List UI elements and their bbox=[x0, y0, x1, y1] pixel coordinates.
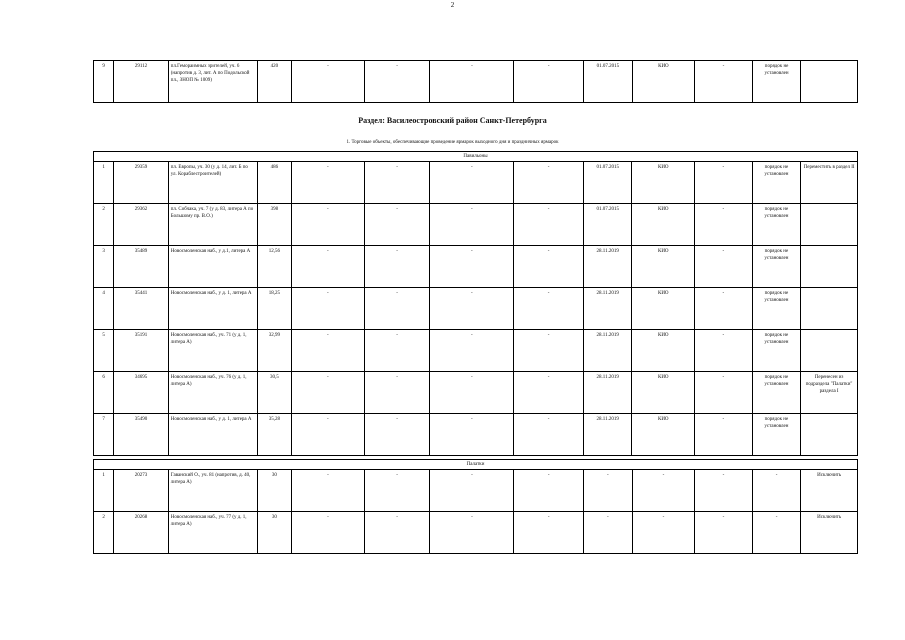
table-cell: КИО bbox=[632, 372, 695, 414]
table-cell: - bbox=[430, 204, 514, 246]
table-cell: Новосмоленская наб., у д. 1, литера А bbox=[168, 414, 257, 456]
table-cell: - bbox=[430, 246, 514, 288]
group-label: Павильоны bbox=[94, 152, 858, 162]
page-number: 2 bbox=[450, 1, 455, 9]
table-cell: - bbox=[292, 61, 365, 103]
table-cell: - bbox=[430, 162, 514, 204]
table-cell: 28.11.2019 bbox=[583, 414, 631, 456]
table-cell: - bbox=[752, 470, 801, 512]
table-cell: - bbox=[584, 470, 633, 512]
table-cell: - bbox=[292, 512, 365, 554]
table-cell: 1 bbox=[94, 162, 114, 204]
table-cell: 32,99 bbox=[257, 330, 291, 372]
table-cell: - bbox=[514, 61, 584, 103]
table-cell: 01.07.2015 bbox=[583, 162, 631, 204]
table-cell: 486 bbox=[257, 162, 291, 204]
table-row bbox=[94, 470, 858, 512]
table-cell: Переместить в раздел II bbox=[801, 162, 858, 204]
table-cell: - bbox=[695, 372, 753, 414]
table-cell: 28.11.2019 bbox=[583, 330, 631, 372]
table-cell: - bbox=[364, 414, 430, 456]
table-cell: 29359 bbox=[114, 162, 169, 204]
table-cell: - bbox=[364, 470, 430, 512]
table-cell: Новосмоленская наб., у д. 1, литера А bbox=[168, 288, 257, 330]
group-header-row bbox=[94, 152, 858, 162]
table-cell: КИО bbox=[632, 414, 695, 456]
table-cell: 7 bbox=[94, 414, 114, 456]
table-cell: - bbox=[514, 372, 584, 414]
table-cell: - bbox=[364, 372, 430, 414]
pavilions-table bbox=[93, 151, 858, 456]
table-cell: Исключить bbox=[801, 512, 858, 554]
table-cell: 12,56 bbox=[257, 246, 291, 288]
table-cell: порядок не установлен bbox=[752, 330, 800, 372]
table-cell: 1 bbox=[94, 470, 114, 512]
table-cell: Новосмоленская наб., у д.1, литера А bbox=[168, 246, 257, 288]
table-cell: пл.Гемораимных зрителей, уч. 6 (напротив д. 3, лит. А по Подольской пл., ЗНОП № 1009) bbox=[168, 61, 257, 103]
table-cell: 35,28 bbox=[257, 414, 291, 456]
table-cell: - bbox=[430, 470, 514, 512]
group-header-row bbox=[94, 460, 858, 470]
table-cell: - bbox=[695, 470, 753, 512]
table-cell bbox=[801, 204, 858, 246]
table-cell: - bbox=[364, 330, 430, 372]
table-cell: - bbox=[514, 162, 584, 204]
table-cell: - bbox=[292, 288, 365, 330]
table-cell: 4 bbox=[94, 288, 114, 330]
table-cell: - bbox=[514, 246, 584, 288]
table-cell: - bbox=[364, 204, 430, 246]
table-cell: 34695 bbox=[114, 372, 169, 414]
table-cell: КИО bbox=[632, 162, 695, 204]
table-cell: - bbox=[695, 414, 753, 456]
table-cell: - bbox=[632, 512, 695, 554]
table-cell: - bbox=[430, 61, 514, 103]
table-cell: порядок не установлен bbox=[752, 246, 800, 288]
table-cell: - bbox=[514, 414, 584, 456]
table-cell: 420 bbox=[257, 61, 291, 103]
table-cell bbox=[801, 330, 858, 372]
table-cell: - bbox=[514, 330, 584, 372]
table-cell: - bbox=[430, 414, 514, 456]
table-cell: - bbox=[430, 330, 514, 372]
table-cell: 20268 bbox=[114, 512, 169, 554]
table-cell: КИО bbox=[632, 288, 695, 330]
table-cell: 35489 bbox=[114, 246, 169, 288]
table-cell: 30,5 bbox=[257, 372, 291, 414]
table-cell: Исключить bbox=[801, 470, 858, 512]
table-cell: - bbox=[292, 372, 365, 414]
table-cell: КИО bbox=[632, 61, 695, 103]
table-cell: порядок не установлен bbox=[752, 288, 800, 330]
table-cell: 3 bbox=[94, 246, 114, 288]
table-cell: - bbox=[584, 512, 633, 554]
table-cell: Новосмоленская наб., уч. 77 (у д. 1, литера А) bbox=[168, 512, 257, 554]
sub-caption: 1. Торговые объекты, обеспечивающие проведение ярмарок выходного дня и праздничных ярмарок bbox=[346, 140, 559, 145]
table-cell: 398 bbox=[257, 204, 291, 246]
table-cell: 5 bbox=[94, 330, 114, 372]
table-cell bbox=[801, 288, 858, 330]
table-cell: - bbox=[514, 204, 584, 246]
table-cell: 29362 bbox=[114, 204, 169, 246]
table-cell: пл. Европы, уч. 30 (у д. 14, лит. Б по ул. Кораблестроителей) bbox=[168, 162, 257, 204]
table-cell: пл. Собчака, уч. 7 (у д. 83, литера А по Большому пр. В.О.) bbox=[168, 204, 257, 246]
table-cell: - bbox=[430, 288, 514, 330]
table-cell: - bbox=[292, 162, 365, 204]
table-row bbox=[94, 414, 858, 456]
table-cell: - bbox=[364, 512, 430, 554]
table-cell: - bbox=[695, 288, 753, 330]
table-cell: порядок не установлен bbox=[752, 204, 800, 246]
table-cell: 28.11.2019 bbox=[583, 372, 631, 414]
table-cell: 20273 bbox=[114, 470, 169, 512]
table-cell: - bbox=[632, 470, 695, 512]
table-row bbox=[94, 162, 858, 204]
table-cell: - bbox=[292, 330, 365, 372]
table-cell: - bbox=[292, 470, 365, 512]
table-cell: - bbox=[514, 512, 584, 554]
table-cell: - bbox=[695, 162, 753, 204]
table-cell bbox=[801, 61, 858, 103]
table-cell: 01.07.2015 bbox=[583, 204, 631, 246]
table-row bbox=[94, 330, 858, 372]
table-cell: 35441 bbox=[114, 288, 169, 330]
table-cell: - bbox=[364, 288, 430, 330]
table-cell: Новосмоленская наб., уч. 76 (у д. 1, литера А) bbox=[168, 372, 257, 414]
table-cell: 30 bbox=[257, 512, 291, 554]
table-cell: КИО bbox=[632, 204, 695, 246]
tents-table bbox=[93, 459, 858, 554]
table-row bbox=[94, 288, 858, 330]
table-cell: - bbox=[695, 61, 753, 103]
table-cell: Гаванский О., уч. 81 (напротив, д. 40, литера А) bbox=[168, 470, 257, 512]
table-cell bbox=[801, 246, 858, 288]
table-cell: - bbox=[695, 512, 753, 554]
table-cell: 30 bbox=[257, 470, 291, 512]
table-row bbox=[94, 61, 858, 103]
table-cell: 18,25 bbox=[257, 288, 291, 330]
table-cell: - bbox=[695, 204, 753, 246]
table-cell: - bbox=[430, 512, 514, 554]
table-cell: 28.11.2019 bbox=[583, 288, 631, 330]
table-row bbox=[94, 204, 858, 246]
table-cell: 29112 bbox=[114, 61, 169, 103]
table-cell: - bbox=[292, 414, 365, 456]
table-cell: - bbox=[364, 246, 430, 288]
table-cell: - bbox=[292, 204, 365, 246]
table-cell: Новосмоленская наб., уч. 71 (у д. 1, литера А) bbox=[168, 330, 257, 372]
table-cell: Перенесен из подраздела "Палатки" раздела I bbox=[801, 372, 858, 414]
table-cell: - bbox=[695, 246, 753, 288]
table-cell: 35191 bbox=[114, 330, 169, 372]
table-cell: - bbox=[514, 288, 584, 330]
table-cell: - bbox=[752, 512, 801, 554]
table-cell: порядок не установлен bbox=[752, 162, 800, 204]
table-cell: порядок не установлен bbox=[752, 372, 800, 414]
table-cell: 6 bbox=[94, 372, 114, 414]
table-cell: - bbox=[514, 470, 584, 512]
table-cell: 35490 bbox=[114, 414, 169, 456]
table-cell: порядок не установлен bbox=[752, 414, 800, 456]
top-table bbox=[93, 60, 858, 103]
table-cell: порядок не установлен bbox=[752, 61, 801, 103]
table-cell: - bbox=[364, 61, 430, 103]
table-cell: - bbox=[364, 162, 430, 204]
table-row bbox=[94, 246, 858, 288]
table-cell bbox=[801, 414, 858, 456]
table-cell: 28.11.2019 bbox=[583, 246, 631, 288]
section-title: Раздел: Василеостровский район Санкт-Петербурга bbox=[358, 116, 547, 125]
table-cell: КИО bbox=[632, 246, 695, 288]
table-cell: 2 bbox=[94, 204, 114, 246]
table-cell: 2 bbox=[94, 512, 114, 554]
table-cell: 01.07.2015 bbox=[584, 61, 633, 103]
group-label: Палатки bbox=[94, 460, 858, 470]
table-cell: 9 bbox=[94, 61, 114, 103]
table-cell: - bbox=[695, 330, 753, 372]
table-row bbox=[94, 512, 858, 554]
table-cell: КИО bbox=[632, 330, 695, 372]
table-cell: - bbox=[430, 372, 514, 414]
table-row bbox=[94, 372, 858, 414]
table-cell: - bbox=[292, 246, 365, 288]
